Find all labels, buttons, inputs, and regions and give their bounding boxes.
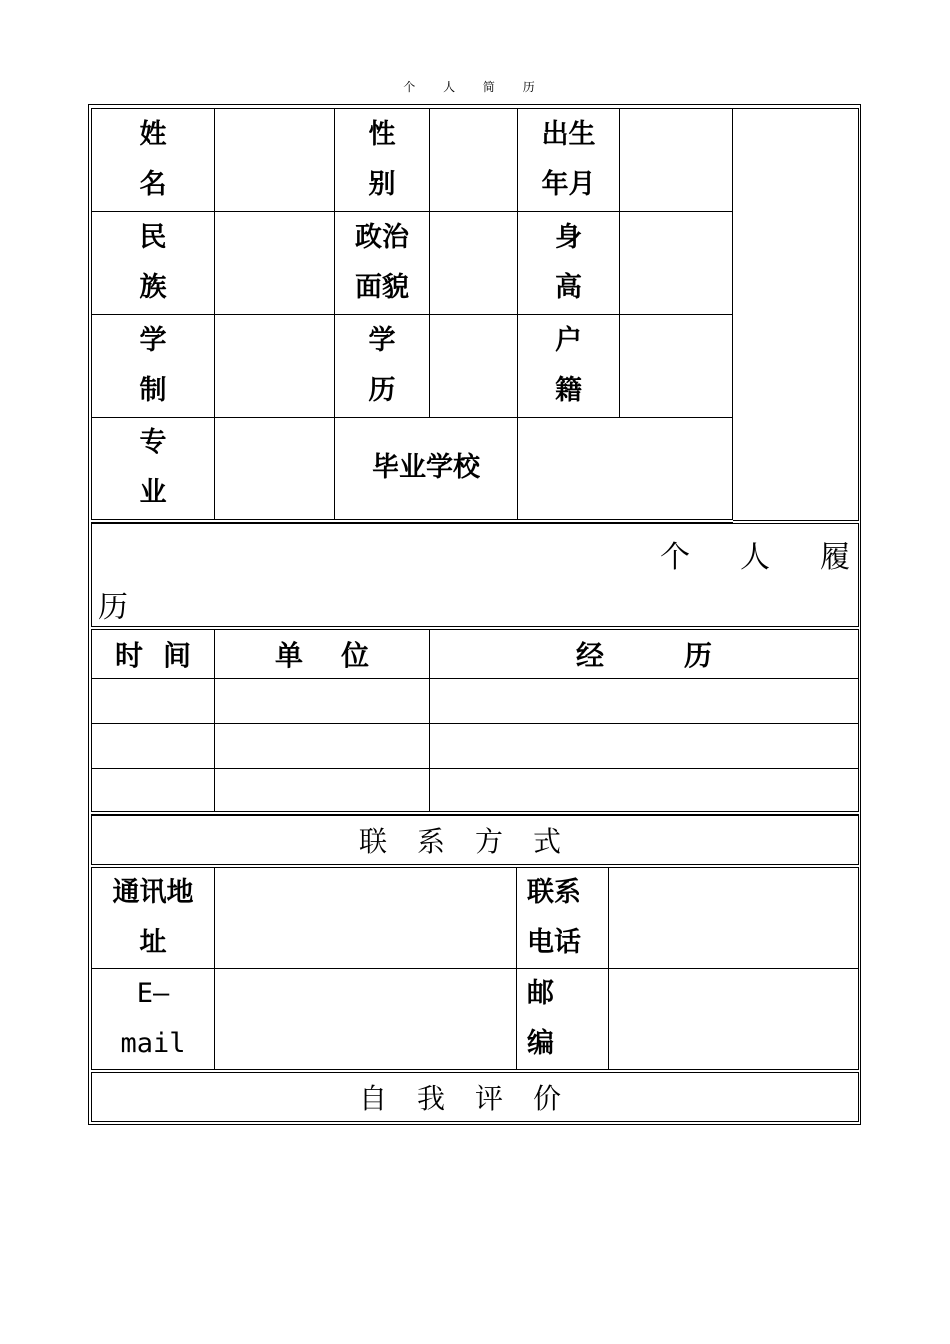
resume-title-line2: 历 [98, 589, 128, 625]
address-field[interactable] [215, 866, 517, 969]
resume-title-cell [92, 523, 901, 628]
postcode-label: 邮 编 [517, 969, 609, 1072]
resume-unit-cell[interactable] [215, 678, 430, 723]
email-label: E— mail [92, 969, 215, 1072]
birth-field[interactable] [620, 109, 733, 212]
contact-table [91, 815, 859, 1122]
education-field[interactable] [430, 315, 518, 418]
resume-title-line1: 个人履 [660, 539, 901, 575]
ethnicity-label: 民 族 [92, 212, 215, 315]
basic-info-table [91, 108, 859, 523]
resume-form [91, 108, 901, 1122]
postcode-field[interactable] [609, 969, 859, 1072]
major-field[interactable] [215, 418, 335, 521]
phone-field[interactable] [609, 866, 859, 969]
page-header: 个 人 简 历 [403, 80, 547, 94]
photo-area[interactable] [733, 109, 859, 521]
resume-exp-cell[interactable] [430, 723, 859, 768]
address-label: 通讯地 址 [92, 866, 215, 969]
ethnicity-field[interactable] [215, 212, 335, 315]
height-label: 身 高 [518, 212, 620, 315]
name-label: 姓 名 [92, 109, 215, 212]
col-time-header: 时间 [92, 628, 215, 679]
resume-exp-cell[interactable] [430, 678, 859, 723]
height-field[interactable] [620, 212, 733, 315]
school-label: 毕业学校 [335, 418, 518, 521]
col-exp-header: 经历 [430, 628, 859, 679]
schooling-label: 学 制 [92, 315, 215, 418]
birth-label: 出生 年月 [518, 109, 620, 212]
resume-time-cell[interactable] [92, 768, 215, 813]
resume-unit-cell[interactable] [215, 723, 430, 768]
political-label: 政治 面貌 [335, 212, 430, 315]
resume-exp-cell[interactable] [430, 768, 859, 813]
school-field[interactable] [518, 418, 733, 521]
self-eval-title: 自我评价 [92, 1071, 859, 1122]
email-field[interactable] [215, 969, 517, 1072]
hukou-field[interactable] [620, 315, 733, 418]
col-unit-header: 单位 [215, 628, 430, 679]
education-label: 学 历 [335, 315, 430, 418]
name-field[interactable] [215, 109, 335, 212]
major-label: 专 业 [92, 418, 215, 521]
resume-time-cell[interactable] [92, 678, 215, 723]
schooling-field[interactable] [215, 315, 335, 418]
resume-time-cell[interactable] [92, 723, 215, 768]
contact-section-title: 联系方式 [92, 816, 859, 867]
gender-field[interactable] [430, 109, 518, 212]
resume-unit-cell[interactable] [215, 768, 430, 813]
political-field[interactable] [430, 212, 518, 315]
resume-table [91, 523, 901, 816]
phone-label: 联系 电话 [517, 866, 609, 969]
gender-label: 性 别 [335, 109, 430, 212]
hukou-label: 户 籍 [518, 315, 620, 418]
